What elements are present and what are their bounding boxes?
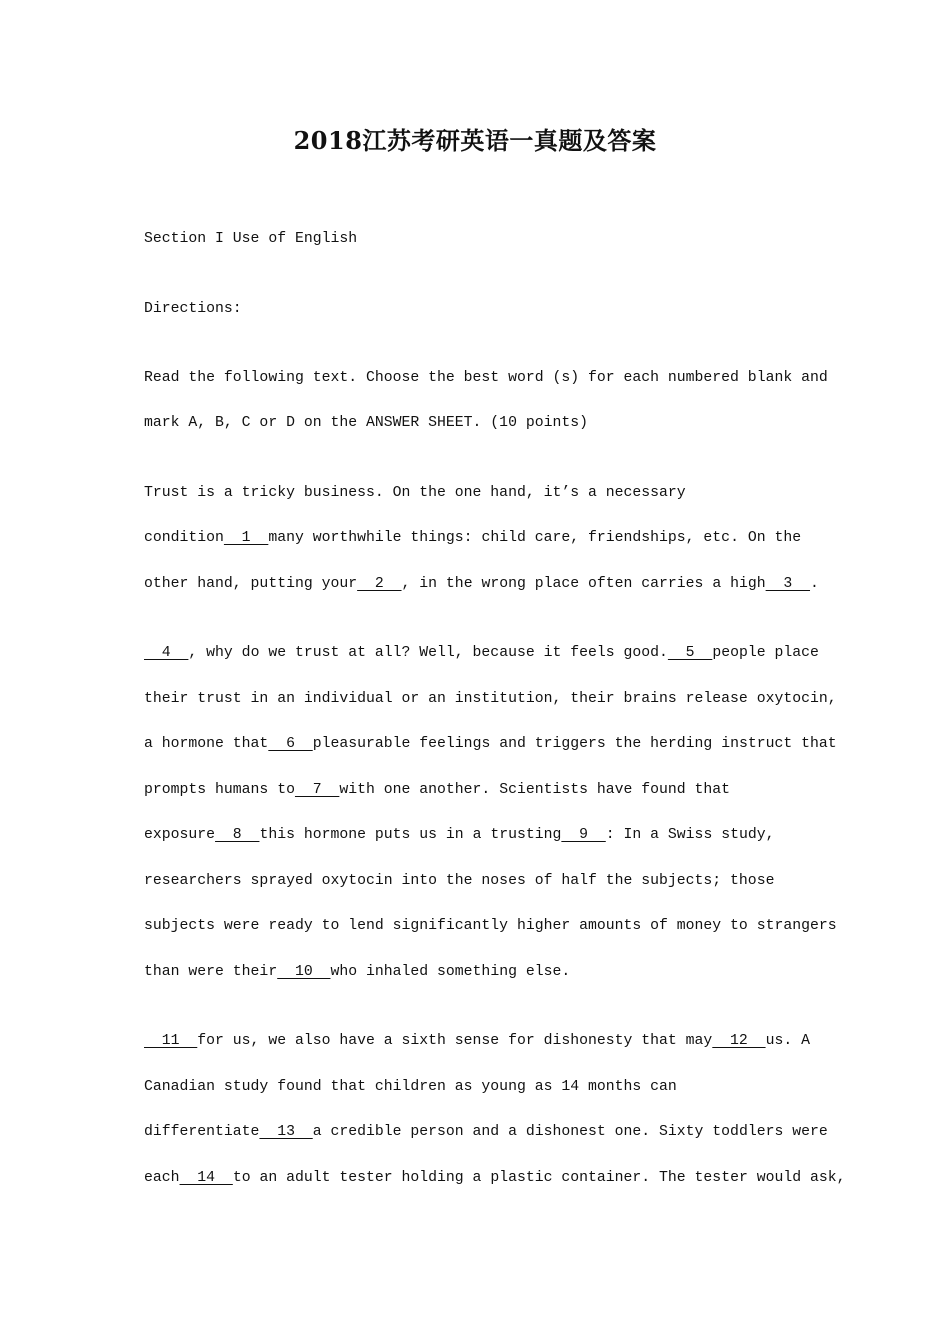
passage-line: [144, 962, 570, 982]
blank-5: 5: [667, 645, 713, 661]
passage-text: a hormone that: [144, 736, 269, 752]
passage-text: , in the wrong place often carries a high: [401, 576, 766, 592]
page-title: 2018江苏考研英语一真题及答案: [293, 126, 657, 155]
blank-4: 4: [144, 645, 189, 661]
directions-label: Directions:: [144, 301, 242, 317]
passage-line: [144, 1168, 846, 1188]
blank-6: 6: [268, 736, 313, 752]
passage-text: people place: [712, 645, 819, 661]
passage-text: exposure: [144, 827, 216, 843]
passage-text: condition: [144, 530, 224, 546]
passage-text: : In a Swiss study,: [605, 827, 775, 843]
directions-text-line: Read the following text. Choose the best word (s) for each numbered blank and: [144, 370, 828, 386]
passage-text: this hormone puts us in a trusting: [259, 827, 562, 843]
passage-text: with one another. Scientists have found that: [339, 782, 731, 798]
blank-14: 14: [179, 1170, 233, 1186]
passage-line: [144, 1122, 828, 1142]
passage-line: [144, 574, 819, 594]
blank-12: 12: [712, 1033, 766, 1049]
blank-7: 7: [294, 782, 340, 798]
passage-line: researchers sprayed oxytocin into the noses of half the subjects; those: [144, 873, 775, 889]
blank-9: 9: [561, 827, 606, 843]
passage-line: subjects were ready to lend significantly higher amounts of money to strangers: [144, 918, 837, 934]
passage-text: than were their: [144, 964, 278, 980]
blank-2: 2: [357, 576, 402, 592]
passage-line: [144, 1031, 810, 1051]
passage-line: [144, 780, 730, 800]
blank-1: 1: [223, 530, 269, 546]
blank-11: 11: [144, 1033, 198, 1049]
blank-13: 13: [259, 1124, 313, 1140]
passage-text: prompts humans to: [144, 782, 295, 798]
passage-text: who inhaled something else.: [330, 964, 571, 980]
passage-line: [144, 825, 774, 845]
passage-text: to an adult tester holding a plastic container. The tester would ask,: [232, 1170, 846, 1186]
section-heading: Section I Use of English: [144, 231, 358, 247]
passage-text: each: [144, 1170, 180, 1186]
passage-text: .: [810, 576, 819, 592]
passage-text: pleasurable feelings and triggers the herding instruct that: [312, 736, 837, 752]
passage-line: [144, 643, 819, 663]
passage-text: a credible person and a dishonest one. Sixty toddlers were: [312, 1124, 828, 1140]
blank-10: 10: [277, 964, 331, 980]
passage-text: differentiate: [144, 1124, 260, 1140]
directions-text-line: mark A, B, C or D on the ANSWER SHEET. (10 points): [144, 415, 588, 431]
passage-line: their trust in an individual or an institution, their brains release oxytocin,: [144, 691, 837, 707]
passage-line: Canadian study found that children as young as 14 months can: [144, 1079, 677, 1095]
passage-line: [144, 734, 837, 754]
passage-text: for us, we also have a sixth sense for dishonesty that may: [197, 1033, 713, 1049]
passage-text: many worthwhile things: child care, friendships, etc. On the: [268, 530, 802, 546]
passage-text: other hand, putting your: [144, 576, 358, 592]
passage-line: Trust is a tricky business. On the one hand, it’s a necessary: [144, 485, 686, 501]
passage-text: , why do we trust at all? Well, because it feels good.: [188, 645, 668, 661]
blank-8: 8: [215, 827, 260, 843]
passage-line: [144, 528, 801, 548]
blank-3: 3: [765, 576, 811, 592]
passage-text: us. A: [765, 1033, 810, 1049]
